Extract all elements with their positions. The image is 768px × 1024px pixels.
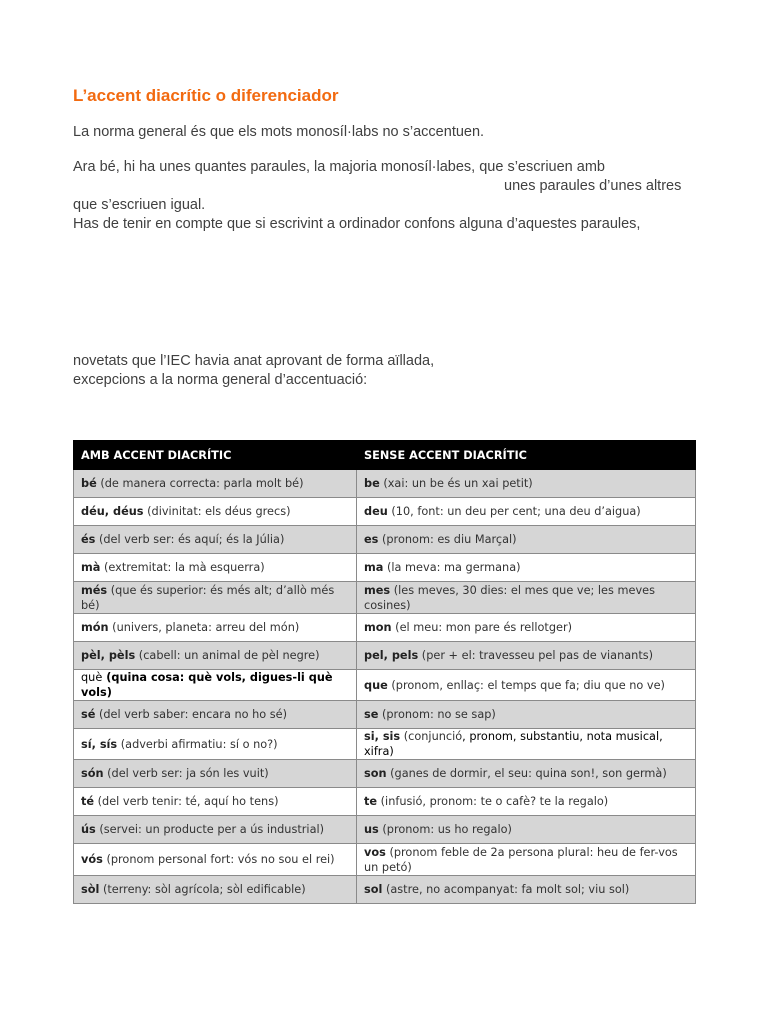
word: son <box>364 767 387 780</box>
definition: (pronom personal fort: vós no sou el rei) <box>102 853 335 866</box>
definition: (del verb ser: és aquí; és la Júlia) <box>95 533 285 546</box>
paragraph-2-continuation: unes paraules d’unes altres <box>504 178 682 194</box>
paragraph-2: Ara bé, hi ha unes quantes paraules, la majoria monosíl·labes, que s’escriuen amb <box>73 159 605 175</box>
table-row <box>74 729 696 760</box>
word: be <box>364 477 380 490</box>
cell-with-accent <box>74 554 357 582</box>
cell-with-accent <box>74 614 357 642</box>
table-row <box>74 701 696 729</box>
definition: (divinitat: els déus grecs) <box>143 505 291 518</box>
cell-with-accent <box>74 816 357 844</box>
word: es <box>364 533 379 546</box>
definition: (univers, planeta: arreu del món) <box>108 621 300 634</box>
word: són <box>81 767 104 780</box>
diacritic-table <box>73 440 696 904</box>
cell-with-accent <box>74 470 357 498</box>
table-row <box>74 876 696 904</box>
definition: (que és superior: és més alt; d’allò més bé) <box>81 583 335 612</box>
definition: (del verb tenir: té, aquí ho tens) <box>94 795 279 808</box>
definition: (per + el: travesseu pel pas de vianants) <box>418 649 654 662</box>
cell-without-accent <box>357 498 696 526</box>
word: te <box>364 795 378 808</box>
cell-with-accent <box>74 788 357 816</box>
table-row <box>74 470 696 498</box>
table-row <box>74 844 696 876</box>
definition: (de manera correcta: parla molt bé) <box>96 477 304 490</box>
header-with-accent: AMB ACCENT DIACRÍTIC <box>74 441 357 470</box>
word: mà <box>81 561 101 574</box>
cell-with-accent <box>74 670 357 701</box>
cell-with-accent <box>74 498 357 526</box>
cell-without-accent <box>357 470 696 498</box>
cell-without-accent <box>357 526 696 554</box>
word: ús <box>81 823 96 836</box>
definition: (servei: un producte per a ús industrial) <box>95 823 325 836</box>
word: què <box>81 671 103 684</box>
cell-without-accent <box>357 554 696 582</box>
definition: (10, font: un deu per cent; una deu d’aigua) <box>387 505 641 518</box>
cell-with-accent <box>74 701 357 729</box>
word: més <box>81 583 108 597</box>
cell-without-accent <box>357 582 696 614</box>
word: té <box>81 795 95 808</box>
definition-continued: , pronom, substantiu, nota musical, xifra) <box>364 730 663 758</box>
table-row <box>74 554 696 582</box>
definition: (conjunció <box>400 730 463 743</box>
word: sé <box>81 708 96 721</box>
word: món <box>81 621 109 634</box>
word: ma <box>364 561 384 574</box>
word: és <box>81 533 96 546</box>
table-row <box>74 670 696 701</box>
paragraph-3: que s’escriuen igual. <box>73 197 206 213</box>
definition: (el meu: mon pare és rellotger) <box>391 621 573 634</box>
table-row <box>74 760 696 788</box>
word: sol <box>364 883 383 896</box>
table-row <box>74 498 696 526</box>
table-row <box>74 614 696 642</box>
cell-with-accent <box>74 526 357 554</box>
definition: (terreny: sòl agrícola; sòl edificable) <box>99 883 306 896</box>
word: que <box>364 678 388 692</box>
definition: (pronom, enllaç: el temps que fa; diu que no ve) <box>387 678 665 692</box>
header-without-accent: SENSE ACCENT DIACRÍTIC <box>357 441 696 470</box>
definition: (cabell: un animal de pèl negre) <box>135 649 320 662</box>
cell-without-accent <box>357 670 696 701</box>
cell-with-accent <box>74 844 357 876</box>
definition: (infusió, pronom: te o cafè? te la regalo) <box>377 795 609 808</box>
definition: (astre, no acompanyat: fa molt sol; viu sol) <box>382 883 630 896</box>
word: si, sis <box>364 730 401 743</box>
definition: (del verb ser: ja són les vuit) <box>103 767 269 780</box>
definition: (del verb saber: encara no ho sé) <box>95 708 288 721</box>
paragraph-4: Has de tenir en compte que si escrivint a ordinador confons alguna d’aquestes paraules, <box>73 216 641 232</box>
definition: (ganes de dormir, el seu: quina son!, son germà) <box>386 767 667 780</box>
definition: (extremitat: la mà esquerra) <box>100 561 265 574</box>
cell-without-accent <box>357 844 696 876</box>
definition: (les meves, 30 dies: el mes que ve; les meves cosines) <box>364 583 655 612</box>
cell-without-accent <box>357 614 696 642</box>
table-row <box>74 582 696 614</box>
table-row <box>74 788 696 816</box>
word: bé <box>81 477 97 490</box>
paragraph-6: excepcions a la norma general d’accentuació: <box>73 372 368 388</box>
definition: (adverbi afirmatiu: sí o no?) <box>117 737 278 751</box>
cell-with-accent <box>74 876 357 904</box>
word: pèl, pèls <box>81 649 136 662</box>
cell-with-accent <box>74 642 357 670</box>
page-title: L’accent diacrític o diferenciador <box>73 86 339 105</box>
definition: (la meva: ma germana) <box>383 561 521 574</box>
cell-with-accent <box>74 760 357 788</box>
word: vós <box>81 853 103 866</box>
word: sí, sís <box>81 737 118 751</box>
definition: (quina cosa: què vols, digues-li què vols) <box>81 671 333 699</box>
cell-with-accent <box>74 729 357 760</box>
definition: (xai: un be és un xai petit) <box>379 477 533 490</box>
table-row <box>74 526 696 554</box>
word: mon <box>364 621 392 634</box>
word: sòl <box>81 883 100 896</box>
word: mes <box>364 583 391 597</box>
definition: (pronom: es diu Marçal) <box>378 533 517 546</box>
cell-without-accent <box>357 760 696 788</box>
table-row <box>74 642 696 670</box>
word: pel, pels <box>364 649 419 662</box>
word: us <box>364 823 379 836</box>
table-row <box>74 816 696 844</box>
cell-without-accent <box>357 642 696 670</box>
cell-without-accent <box>357 701 696 729</box>
word: deu <box>364 505 388 518</box>
cell-without-accent <box>357 788 696 816</box>
word: se <box>364 708 379 721</box>
cell-without-accent <box>357 816 696 844</box>
word: vos <box>364 845 386 859</box>
cell-with-accent <box>74 582 357 614</box>
paragraph-5: novetats que l’IEC havia anat aprovant de forma aïllada, <box>73 353 435 369</box>
cell-without-accent <box>357 729 696 760</box>
definition: (pronom feble de 2a persona plural: heu de fer-vos un petó) <box>364 845 678 874</box>
word: déu, déus <box>81 505 144 518</box>
definition: (pronom: us ho regalo) <box>378 823 512 836</box>
paragraph-1: La norma general és que els mots monosíl·labs no s’accentuen. <box>73 124 485 140</box>
table-header-row <box>74 441 696 470</box>
definition: (pronom: no se sap) <box>378 708 496 721</box>
cell-without-accent <box>357 876 696 904</box>
